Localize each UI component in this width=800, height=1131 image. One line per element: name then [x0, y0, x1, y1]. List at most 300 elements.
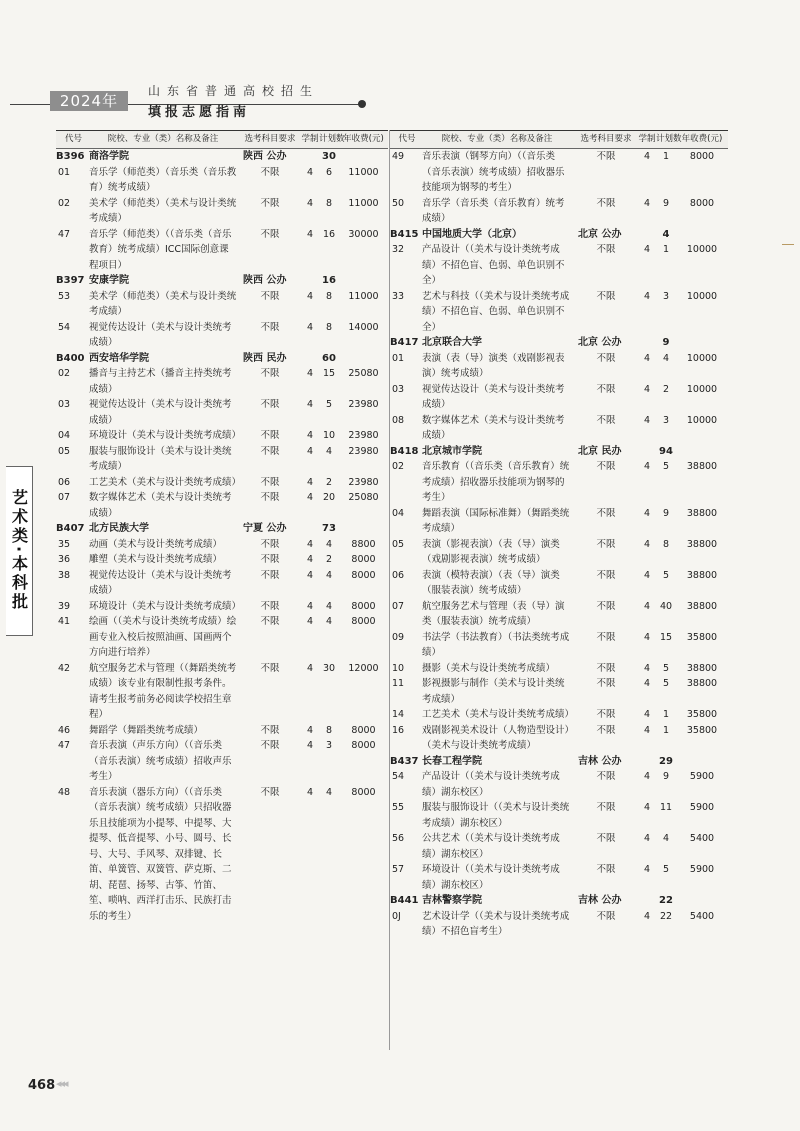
institution-row — [56, 351, 388, 367]
major-code: 46 — [58, 724, 71, 736]
major-row — [390, 862, 728, 893]
major-row — [56, 552, 388, 568]
plan-count: 22 — [659, 910, 673, 922]
study-years — [301, 149, 319, 165]
study-years: 4 — [306, 724, 314, 736]
study-years: 4 — [306, 740, 314, 751]
major-name: 雕塑（美术与设计类统考成绩） — [89, 554, 223, 565]
major-row — [390, 831, 728, 862]
plan-count: 5 — [662, 864, 670, 875]
subject-requirement: 不限 — [260, 569, 280, 581]
plan-count: 3 — [662, 290, 670, 302]
major-row — [56, 785, 388, 925]
study-years: 4 — [643, 600, 651, 612]
study-years — [638, 227, 656, 243]
study-years: 4 — [643, 678, 651, 689]
plan-count: 15 — [322, 368, 336, 379]
institution-code: B397 — [56, 275, 85, 286]
plan-count: 2 — [325, 554, 333, 565]
subject-requirement: 不限 — [260, 290, 280, 302]
major-name: 绘画（（美术与设计类统考成绩）绘画专业入校后按照油画、国画两个方向进行培养） — [89, 616, 237, 658]
major-row — [56, 614, 388, 661]
subject-requirement: 不限 — [596, 910, 616, 922]
subject-requirement: 不限 — [260, 492, 280, 503]
major-name: 舞蹈学（舞蹈类统考成绩） — [89, 724, 204, 736]
plan-count: 6 — [325, 166, 333, 178]
major-code: 47 — [58, 740, 71, 751]
major-name: 美术学（师范类）（美术与设计类统考成绩） — [89, 197, 237, 224]
institution-code: B437 — [390, 755, 419, 767]
annual-fee: 5900 — [689, 864, 715, 875]
annual-fee: 38800 — [686, 538, 718, 550]
study-years: 4 — [643, 244, 651, 255]
subject-requirement: 不限 — [596, 414, 616, 426]
plan-count: 10 — [322, 430, 336, 441]
major-row — [56, 599, 388, 615]
plan-count: 4 — [325, 616, 333, 627]
major-row — [390, 800, 728, 831]
plan-count: 4 — [662, 352, 670, 364]
plan-count: 8 — [325, 197, 333, 209]
institution-row — [390, 754, 728, 770]
annual-fee: 38800 — [686, 507, 718, 519]
study-years: 4 — [306, 600, 314, 612]
plan-count: 9 — [662, 197, 670, 209]
study-years: 4 — [643, 290, 651, 302]
institution-location-type: 北京 公办 — [578, 228, 622, 240]
institution-code: B441 — [390, 895, 419, 906]
annual-fee — [339, 149, 388, 165]
institution-location-type: 吉林 公办 — [578, 755, 622, 767]
major-name: 视觉传达设计（美术与设计类统考成绩） — [422, 383, 565, 410]
major-name: 音乐表演（声乐方向）（（音乐类（音乐表演）统考成绩）招收声乐考生） — [89, 740, 232, 782]
major-code: 11 — [392, 678, 405, 689]
study-years: 4 — [306, 554, 314, 565]
major-name: 航空服务艺术与管理（（舞蹈类统考成绩）该专业有限制性报考条件。请考生报考前务必阅读学校招生章程） — [89, 662, 237, 720]
left-table — [56, 130, 388, 924]
annual-fee: 35800 — [686, 724, 718, 736]
institution-name: 安康学院 — [89, 275, 129, 286]
subject-requirement: 不限 — [260, 724, 280, 736]
annual-fee: 8000 — [689, 151, 715, 162]
study-years: 4 — [306, 290, 314, 302]
major-name: 环境设计（（美术与设计类统考成绩）湖东校区） — [422, 864, 560, 891]
study-years: 4 — [306, 197, 314, 209]
subject-requirement: 不限 — [596, 538, 616, 550]
major-row — [56, 444, 388, 475]
annual-fee: 8000 — [351, 616, 376, 627]
major-name: 产品设计（（美术与设计类统考成绩）不招色盲、色弱、单色识别不全） — [422, 244, 565, 286]
annual-fee: 23980 — [348, 399, 379, 410]
annual-fee — [339, 521, 388, 537]
institution-location-type: 宁夏 公办 — [243, 523, 287, 534]
subject-requirement: 不限 — [596, 662, 616, 674]
major-row — [56, 366, 388, 397]
major-row — [56, 475, 388, 491]
subject-requirement: 不限 — [596, 833, 616, 844]
plan-count: 20 — [322, 492, 336, 503]
major-code: 0J — [392, 910, 401, 922]
study-years: 4 — [306, 321, 314, 333]
header-name: 院校、专业（类）名称及备注 — [107, 134, 219, 144]
major-row — [56, 568, 388, 599]
major-code: 35 — [58, 538, 71, 550]
major-row — [56, 196, 388, 227]
study-years: 4 — [306, 399, 314, 410]
study-years: 4 — [643, 197, 651, 209]
plan-count: 22 — [659, 895, 673, 906]
annual-fee: 35800 — [686, 709, 718, 720]
major-row — [390, 506, 728, 537]
major-code: 10 — [392, 662, 405, 674]
plan-count: 4 — [662, 833, 670, 844]
annual-fee: 12000 — [348, 662, 379, 674]
study-years: 4 — [643, 833, 651, 844]
institution-location-type: 北京 民办 — [578, 445, 622, 457]
institution-name: 长春工程学院 — [422, 755, 482, 767]
institution-row — [56, 149, 388, 165]
study-years: 4 — [306, 476, 314, 488]
study-years: 4 — [643, 414, 651, 426]
major-row — [390, 382, 728, 413]
plan-count: 40 — [659, 600, 673, 612]
major-row — [390, 723, 728, 754]
major-row — [56, 320, 388, 351]
study-years: 4 — [306, 166, 314, 178]
major-row — [56, 165, 388, 196]
subject-requirement: 不限 — [260, 600, 280, 612]
study-years — [638, 893, 656, 909]
institution-name: 中国地质大学（北京） — [422, 228, 522, 240]
annual-fee: 8800 — [351, 538, 376, 550]
major-row — [56, 738, 388, 785]
study-years: 4 — [643, 771, 651, 782]
subject-requirement: 不限 — [260, 554, 280, 565]
table-header — [390, 130, 728, 149]
page-arrows-icon: ◂◂◂ — [56, 1077, 67, 1090]
study-years: 4 — [306, 228, 314, 240]
annual-fee: 5400 — [689, 833, 715, 844]
annual-fee — [676, 227, 728, 243]
plan-count: 4 — [325, 445, 333, 457]
plan-count: 16 — [322, 228, 336, 240]
plan-count: 5 — [662, 662, 670, 674]
major-code: 38 — [58, 569, 71, 581]
institution-location-type: 吉林 公办 — [578, 895, 622, 906]
major-code: 07 — [392, 600, 405, 612]
major-row — [390, 769, 728, 800]
major-code: 04 — [392, 507, 405, 519]
major-code: 39 — [58, 600, 71, 612]
plan-count: 30 — [322, 662, 336, 674]
plan-count: 3 — [662, 414, 670, 426]
plan-count: 73 — [322, 523, 336, 534]
plan-count: 60 — [322, 352, 336, 364]
plan-count: 9 — [662, 507, 670, 519]
study-years: 4 — [306, 492, 314, 503]
major-name: 动画（美术与设计类统考成绩） — [89, 538, 223, 550]
major-code: 01 — [58, 166, 71, 178]
major-name: 数字媒体艺术（美术与设计类统考成绩） — [422, 414, 565, 441]
major-row — [56, 723, 388, 739]
study-years: 4 — [643, 910, 651, 922]
major-name: 环境设计（美术与设计类统考成绩） — [89, 600, 242, 612]
right-table-body — [390, 149, 728, 940]
study-years: 4 — [643, 383, 651, 395]
major-row — [390, 537, 728, 568]
major-code: 07 — [58, 492, 71, 503]
plan-count: 8 — [325, 290, 333, 302]
study-years: 4 — [306, 538, 314, 550]
header-fee: 年收费(元) — [343, 134, 384, 144]
subject-requirement: 不限 — [260, 430, 280, 441]
plan-count: 5 — [662, 569, 670, 581]
subject-requirement: 不限 — [596, 631, 616, 643]
major-code: 50 — [392, 197, 405, 209]
institution-code: B415 — [390, 228, 419, 240]
subject-requirement: 不限 — [596, 864, 616, 875]
plan-count: 8 — [325, 321, 333, 333]
annual-fee: 5900 — [689, 802, 715, 813]
major-name: 表演（表（导）演类（戏剧影视表演）统考成绩） — [422, 352, 565, 379]
annual-fee: 38800 — [686, 600, 718, 612]
major-code: 05 — [58, 445, 71, 457]
subject-requirement: 不限 — [596, 352, 616, 364]
major-code: 36 — [58, 554, 71, 565]
major-name: 艺术设计学（（美术与设计类统考成绩）不招色盲考生） — [422, 910, 570, 937]
major-row — [390, 289, 728, 336]
subject-requirement: 不限 — [260, 166, 280, 178]
major-name: 服装与服饰设计（（美术与设计类统考成绩）湖东校区） — [422, 802, 570, 829]
major-code: 47 — [58, 228, 71, 240]
institution-location-type: 陕西 公办 — [243, 275, 287, 286]
major-row — [390, 707, 728, 723]
institution-row — [390, 444, 728, 460]
institution-row — [56, 273, 388, 289]
major-name: 播音与主持艺术（播音主持类统考成绩） — [89, 368, 232, 395]
subject-requirement: 不限 — [596, 507, 616, 519]
study-years: 4 — [643, 569, 651, 581]
annual-fee: 5900 — [689, 771, 715, 782]
annual-fee — [339, 351, 388, 367]
major-name: 艺术与科技（（美术与设计类统考成绩）不招色盲、色弱、单色识别不全） — [422, 290, 570, 333]
plan-count: 1 — [662, 724, 670, 736]
study-years: 4 — [306, 368, 314, 379]
institution-row — [390, 227, 728, 243]
annual-fee: 8000 — [351, 569, 376, 581]
major-row — [56, 490, 388, 521]
annual-fee — [676, 335, 728, 351]
subject-requirement: 不限 — [260, 616, 280, 627]
plan-count: 5 — [662, 461, 670, 472]
major-code: 56 — [392, 833, 405, 844]
page-edge-mark — [782, 244, 794, 245]
major-row — [390, 568, 728, 599]
annual-fee: 5400 — [689, 910, 715, 922]
institution-name: 北京联合大学 — [422, 337, 482, 348]
subject-requirement: 不限 — [596, 151, 616, 162]
annual-fee: 8000 — [351, 740, 376, 751]
section-side-tab — [6, 466, 33, 636]
page-header — [0, 80, 800, 120]
major-code: 06 — [392, 569, 405, 581]
major-name: 数字媒体艺术（美术与设计类统考成绩） — [89, 492, 232, 519]
institution-code: B418 — [390, 445, 419, 457]
annual-fee: 25080 — [348, 368, 379, 379]
study-years — [638, 444, 656, 460]
plan-count: 9 — [662, 337, 670, 348]
study-years: 4 — [306, 616, 314, 627]
plan-count: 8 — [325, 724, 333, 736]
annual-fee: 8000 — [351, 724, 376, 736]
major-code: 04 — [58, 430, 71, 441]
study-years: 4 — [643, 507, 651, 519]
major-code: 41 — [58, 616, 71, 627]
header-plan: 计划数 — [656, 134, 682, 144]
major-row — [390, 661, 728, 677]
major-name: 音乐学（音乐类（音乐教育）统考成绩） — [422, 197, 565, 224]
plan-count: 2 — [662, 383, 670, 395]
major-code: 48 — [58, 786, 71, 798]
subject-requirement: 不限 — [260, 740, 280, 751]
major-row — [390, 149, 728, 196]
annual-fee: 10000 — [686, 352, 718, 364]
annual-fee: 38800 — [686, 678, 718, 689]
major-name: 公共艺术（（美术与设计类统考成绩）湖东校区） — [422, 833, 560, 860]
institution-code: B407 — [56, 523, 85, 534]
major-name: 产品设计（（美术与设计类统考成绩）湖东校区） — [422, 771, 560, 798]
major-name: 音乐表演（钢琴方向）（（音乐类（音乐表演）统考成绩）招收器乐技能项为钢琴的考生） — [422, 151, 565, 193]
institution-location-type: 陕西 民办 — [243, 352, 287, 364]
study-years — [301, 351, 319, 367]
major-name: 音乐表演（器乐方向）（（音乐类（音乐表演）统考成绩）只招收器乐且技能项为小提琴、中提琴、大提琴、低音提琴、小号、圆号、长号、大号、手风琴、双排键、长笛、单簧管、双簧管、萨克斯、二胡、琵琶、扬琴、古筝、竹笛、笙、唢呐、西洋打击乐、民族打击乐的考生） — [89, 786, 232, 922]
plan-count: 3 — [325, 740, 333, 751]
major-name: 戏剧影视美术设计（人物造型设计）（美术与设计类统考成绩） — [422, 724, 570, 751]
study-years — [638, 335, 656, 351]
major-name: 环境设计（美术与设计类统考成绩） — [89, 430, 242, 441]
major-name: 视觉传达设计（美术与设计类统考成绩） — [89, 569, 232, 596]
header-plan: 计划数 — [319, 134, 345, 144]
annual-fee: 23980 — [348, 430, 379, 441]
plan-count: 5 — [662, 678, 670, 689]
page-number: 468 — [28, 1078, 56, 1093]
annual-fee: 8000 — [351, 554, 376, 565]
major-name: 音乐教育（（音乐类（音乐教育）统考成绩）招收器乐技能项为钢琴的考生） — [422, 461, 570, 503]
major-code: 54 — [58, 321, 71, 333]
plan-count: 4 — [325, 569, 333, 581]
institution-row — [390, 893, 728, 909]
right-table — [390, 130, 728, 940]
major-code: 02 — [58, 368, 71, 379]
annual-fee: 10000 — [686, 383, 718, 395]
plan-count: 2 — [325, 476, 333, 488]
major-code: 14 — [392, 709, 405, 720]
major-row — [56, 397, 388, 428]
header-year-badge: 2024年 — [50, 91, 128, 111]
study-years: 4 — [643, 631, 651, 643]
plan-count: 4 — [662, 228, 670, 240]
institution-code: B417 — [390, 337, 419, 348]
subject-requirement: 不限 — [596, 802, 616, 813]
annual-fee — [676, 893, 728, 909]
study-years: 4 — [643, 538, 651, 550]
annual-fee: 10000 — [686, 414, 718, 426]
study-years: 4 — [643, 709, 651, 720]
subject-requirement: 不限 — [260, 368, 280, 379]
major-code: 54 — [392, 771, 405, 782]
institution-location-type: 北京 公办 — [578, 337, 622, 348]
study-years — [301, 273, 319, 289]
header-name: 院校、专业（类）名称及备注 — [441, 134, 553, 144]
plan-count: 4 — [325, 600, 333, 612]
major-code: 03 — [58, 399, 71, 410]
subject-requirement: 不限 — [596, 678, 616, 689]
major-name: 工艺美术（美术与设计类统考成绩） — [422, 709, 575, 720]
header-req: 选考科目要求 — [580, 134, 632, 144]
study-years: 4 — [306, 430, 314, 441]
header-title-line2: 填报志愿指南 — [148, 105, 251, 120]
institution-code: B396 — [56, 151, 85, 162]
major-row — [56, 537, 388, 553]
institution-name: 北方民族大学 — [89, 523, 149, 534]
study-years: 4 — [306, 445, 314, 457]
plan-count: 8 — [662, 538, 670, 550]
major-row — [390, 242, 728, 289]
annual-fee — [676, 444, 728, 460]
major-code: 16 — [392, 724, 405, 736]
annual-fee — [339, 273, 388, 289]
annual-fee: 38800 — [686, 461, 718, 472]
header-code: 代号 — [398, 134, 416, 144]
annual-fee: 10000 — [686, 244, 718, 255]
study-years — [638, 754, 656, 770]
annual-fee: 35800 — [686, 631, 718, 643]
header-title-line1: 山东省普通高校招生 — [148, 84, 320, 98]
annual-fee: 38800 — [686, 569, 718, 581]
major-row — [390, 413, 728, 444]
major-row — [56, 428, 388, 444]
subject-requirement: 不限 — [596, 290, 616, 302]
institution-row — [390, 335, 728, 351]
subject-requirement: 不限 — [596, 244, 616, 255]
institution-code: B400 — [56, 352, 85, 364]
institution-row — [56, 521, 388, 537]
major-name: 航空服务艺术与管理（表（导）演类（服装表演）统考成绩） — [422, 600, 565, 627]
plan-count: 9 — [662, 771, 670, 782]
subject-requirement: 不限 — [596, 709, 616, 720]
major-name: 音乐学（师范类）（（音乐类（音乐教育）统考成绩）ICC国际创意课程项目） — [89, 228, 232, 271]
major-code: 32 — [392, 244, 405, 255]
major-code: 33 — [392, 290, 405, 302]
plan-count: 4 — [325, 786, 333, 798]
annual-fee: 38800 — [686, 662, 718, 674]
subject-requirement: 不限 — [596, 383, 616, 395]
study-years: 4 — [306, 786, 314, 798]
subject-requirement: 不限 — [596, 600, 616, 612]
subject-requirement: 不限 — [260, 445, 280, 457]
major-code: 05 — [392, 538, 405, 550]
institution-location-type: 陕西 公办 — [243, 151, 287, 162]
major-code: 02 — [58, 197, 71, 209]
major-name: 视觉传达设计（美术与设计类统考成绩） — [89, 399, 232, 426]
major-row — [390, 909, 728, 940]
section-side-label: 艺术类·本科批 — [9, 489, 29, 613]
institution-name: 吉林警察学院 — [422, 895, 482, 906]
major-row — [390, 351, 728, 382]
subject-requirement: 不限 — [260, 662, 280, 674]
study-years: 4 — [643, 352, 651, 364]
major-row — [390, 599, 728, 630]
